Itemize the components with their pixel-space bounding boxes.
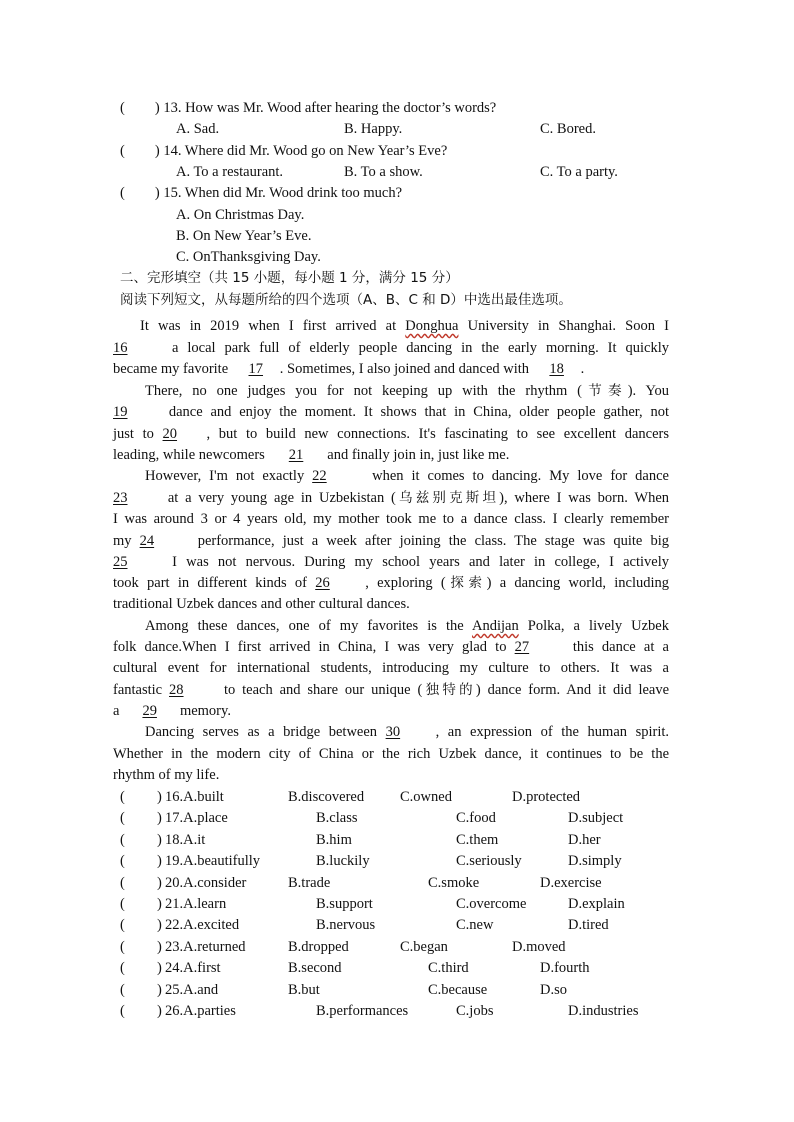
choice-option-c: C.because	[428, 982, 488, 998]
choice-option-a: 19.A.beautifully	[165, 853, 261, 869]
choice-option-c: C.smoke	[428, 875, 480, 891]
choice-option-d: D.subject	[568, 810, 624, 826]
choice-option-a: 26.A.parties	[165, 1003, 236, 1019]
answer-paren-open: (	[120, 853, 125, 869]
passage-line: 19 dance and enjoy the moment. It shows that in China, older people gather, not	[113, 404, 669, 420]
proper-noun: Donghua	[405, 318, 459, 334]
choice-option-c: C.food	[456, 810, 496, 826]
passage-line: fantastic 28 to teach and share our unique (独特的) dance form. And it did leave	[113, 682, 670, 698]
passage-line: 25 I was not nervous. During my school years and later in college, I actively	[113, 554, 669, 570]
question-text: 15. When did Mr. Wood drink too much?	[163, 185, 403, 201]
answer-paren-open: (	[120, 875, 125, 891]
choice-option-d: D.her	[568, 832, 601, 848]
section-instruction: 阅读下列短文，从每题所给的四个选项（A、B、C 和 D）中选出最佳选项。	[120, 292, 572, 308]
passage-line: became my favorite 17 . Sometimes, I also joined and danced with 18 .	[113, 361, 585, 377]
proper-noun: Andijan	[471, 618, 519, 634]
passage-line: I was around 3 or 4 years old, my mother took me to a dance class. I clearly remember	[113, 511, 669, 527]
choice-option-c: C.jobs	[456, 1003, 494, 1019]
passage-line: 23 at a very young age in Uzbekistan (乌兹别克斯坦), where I was born. When	[113, 490, 670, 506]
answer-paren-close: )	[157, 810, 162, 826]
choice-option-b: B.but	[288, 982, 320, 998]
option-a: A. Sad.	[176, 121, 220, 137]
choice-option-c: C.new	[456, 917, 494, 933]
passage-line: a 29 memory.	[113, 703, 231, 719]
section-heading: 二、完形填空（共 15 小题，每小题 1 分，满分 15 分）	[120, 270, 459, 286]
answer-paren-open: (	[120, 789, 125, 805]
blank-20: 20	[162, 426, 178, 442]
choice-option-a: 20.A.consider	[165, 875, 247, 891]
answer-paren-open: (	[120, 960, 125, 976]
passage-line: just to 20 , but to build new connections. It's fascinating to see excellent dancers	[113, 426, 669, 442]
choice-option-d: D.so	[540, 982, 567, 998]
passage-line: folk dance.When I first arrived in China, I was very glad to 27 this dance at a	[113, 639, 669, 655]
answer-paren-open: (	[120, 896, 125, 912]
answer-paren-close: )	[157, 875, 162, 891]
blank-26: 26	[315, 575, 330, 591]
choice-option-c: C.began	[400, 939, 448, 955]
choice-option-a: 17.A.place	[165, 810, 228, 826]
answer-paren-close: )	[154, 143, 160, 159]
choice-option-b: B.second	[288, 960, 342, 976]
answer-paren-close: )	[157, 939, 162, 955]
choice-option-a: 22.A.excited	[165, 917, 240, 933]
option-c: C. OnThanksgiving Day.	[176, 249, 321, 265]
answer-paren-open: (	[120, 832, 125, 848]
answer-paren-open: (	[120, 100, 125, 116]
choice-option-d: D.moved	[512, 939, 566, 955]
passage-line: traditional Uzbek dances and other cultural dances.	[113, 596, 410, 612]
question-15	[120, 184, 402, 202]
question-13	[120, 99, 496, 117]
choice-option-b: B.support	[316, 896, 373, 912]
option-a: A. To a restaurant.	[176, 164, 284, 180]
choice-option-a: 16.A.built	[165, 789, 224, 805]
answer-paren-open: (	[120, 982, 125, 998]
choice-option-c: C.overcome	[456, 896, 527, 912]
choice-option-d: D.exercise	[540, 875, 602, 891]
blank-17: 17	[248, 361, 264, 377]
passage-line: There, no one judges you for not keeping up with the rhythm (节奏). You	[145, 383, 669, 399]
choice-option-c: C.them	[456, 832, 499, 848]
choice-option-b: B.trade	[288, 875, 331, 891]
choice-option-b: B.luckily	[316, 853, 370, 869]
answer-paren-close: )	[157, 960, 162, 976]
passage-line: 16 a local park full of elderly people dancing in the early morning. It quickly	[113, 340, 670, 356]
blank-30: 30	[385, 724, 401, 740]
answer-paren-open: (	[120, 810, 125, 826]
option-c: C. To a party.	[540, 164, 618, 180]
answer-paren-close: )	[157, 896, 162, 912]
passage-line: rhythm of my life.	[113, 767, 220, 783]
choice-option-c: C.owned	[400, 789, 452, 805]
answer-paren-close: )	[157, 832, 162, 848]
answer-paren-close: )	[154, 185, 160, 201]
answer-paren-open: (	[120, 143, 125, 159]
blank-24: 24	[139, 533, 155, 549]
blank-28: 28	[169, 682, 184, 698]
option-b: B. On New Year’s Eve.	[176, 228, 312, 244]
choice-option-a: 21.A.learn	[165, 896, 227, 912]
choice-option-b: B.dropped	[288, 939, 349, 955]
blank-22: 22	[312, 468, 327, 484]
option-a: A. On Christmas Day.	[176, 207, 305, 223]
choice-option-b: B.him	[316, 832, 352, 848]
answer-paren-close: )	[157, 1003, 162, 1019]
choice-option-d: D.simply	[568, 853, 622, 869]
choice-option-a: 25.A.and	[165, 982, 219, 998]
passage-line: Among these dances, one of my favorites is the Andijan Polka, a lively Uzbek	[145, 618, 669, 634]
choice-option-a: 23.A.returned	[165, 939, 246, 955]
option-b: B. Happy.	[344, 121, 403, 137]
passage-line: Dancing serves as a bridge between 30 , an expression of the human spirit.	[145, 724, 669, 740]
option-b: B. To a show.	[344, 164, 423, 180]
choice-option-d: D.explain	[568, 896, 625, 912]
question-14	[120, 142, 447, 160]
choice-option-a: 24.A.first	[165, 960, 221, 976]
choice-option-b: B.discovered	[288, 789, 365, 805]
passage-line: However, I'm not exactly 22 when it comes to dancing. My love for dance	[145, 468, 669, 484]
choice-option-d: D.industries	[568, 1003, 639, 1019]
answer-paren-close: )	[157, 982, 162, 998]
choice-option-a: 18.A.it	[165, 832, 206, 848]
passage-line: cultural event for international students, introducing my culture to others. It was a	[113, 660, 669, 676]
answer-paren-close: )	[157, 917, 162, 933]
blank-23: 23	[113, 490, 128, 506]
passage-line: Whether in the modern city of China or the rich Uzbek dance, it continues to be the	[113, 746, 669, 762]
choice-option-b: B.nervous	[316, 917, 376, 933]
answer-paren-close: )	[154, 100, 160, 116]
passage-line: took part in different kinds of 26 , exploring (探索) a dancing world, including	[113, 575, 670, 591]
choice-option-d: D.fourth	[540, 960, 590, 976]
answer-paren-open: (	[120, 939, 125, 955]
choice-option-b: B.class	[316, 810, 358, 826]
answer-paren-open: (	[120, 185, 125, 201]
blank-18: 18	[549, 361, 564, 377]
choice-option-c: C.third	[428, 960, 469, 976]
answer-paren-open: (	[120, 917, 125, 933]
choice-option-d: D.protected	[512, 789, 581, 805]
blank-27: 27	[514, 639, 530, 655]
question-text: 14. Where did Mr. Wood go on New Year’s Eve?	[163, 143, 448, 159]
option-c: C. Bored.	[540, 121, 596, 137]
choice-option-b: B.performances	[316, 1003, 409, 1019]
blank-19: 19	[113, 404, 128, 420]
answer-paren-close: )	[157, 853, 162, 869]
passage-line: It was in 2019 when I first arrived at Donghua University in Shanghai. Soon I	[140, 318, 669, 334]
passage-line: my 24 performance, just a week after joining the class. The stage was quite big	[113, 533, 669, 549]
passage-line: leading, while newcomers 21 and finally join in, just like me.	[113, 447, 510, 463]
question-text: 13. How was Mr. Wood after hearing the doctor’s words?	[163, 100, 497, 116]
answer-paren-open: (	[120, 1003, 125, 1019]
answer-paren-close: )	[157, 789, 162, 805]
blank-29: 29	[142, 703, 157, 719]
choice-option-c: C.seriously	[456, 853, 522, 869]
choice-option-d: D.tired	[568, 917, 609, 933]
blank-25: 25	[113, 554, 128, 570]
blank-21: 21	[288, 447, 304, 463]
blank-16: 16	[113, 340, 128, 356]
